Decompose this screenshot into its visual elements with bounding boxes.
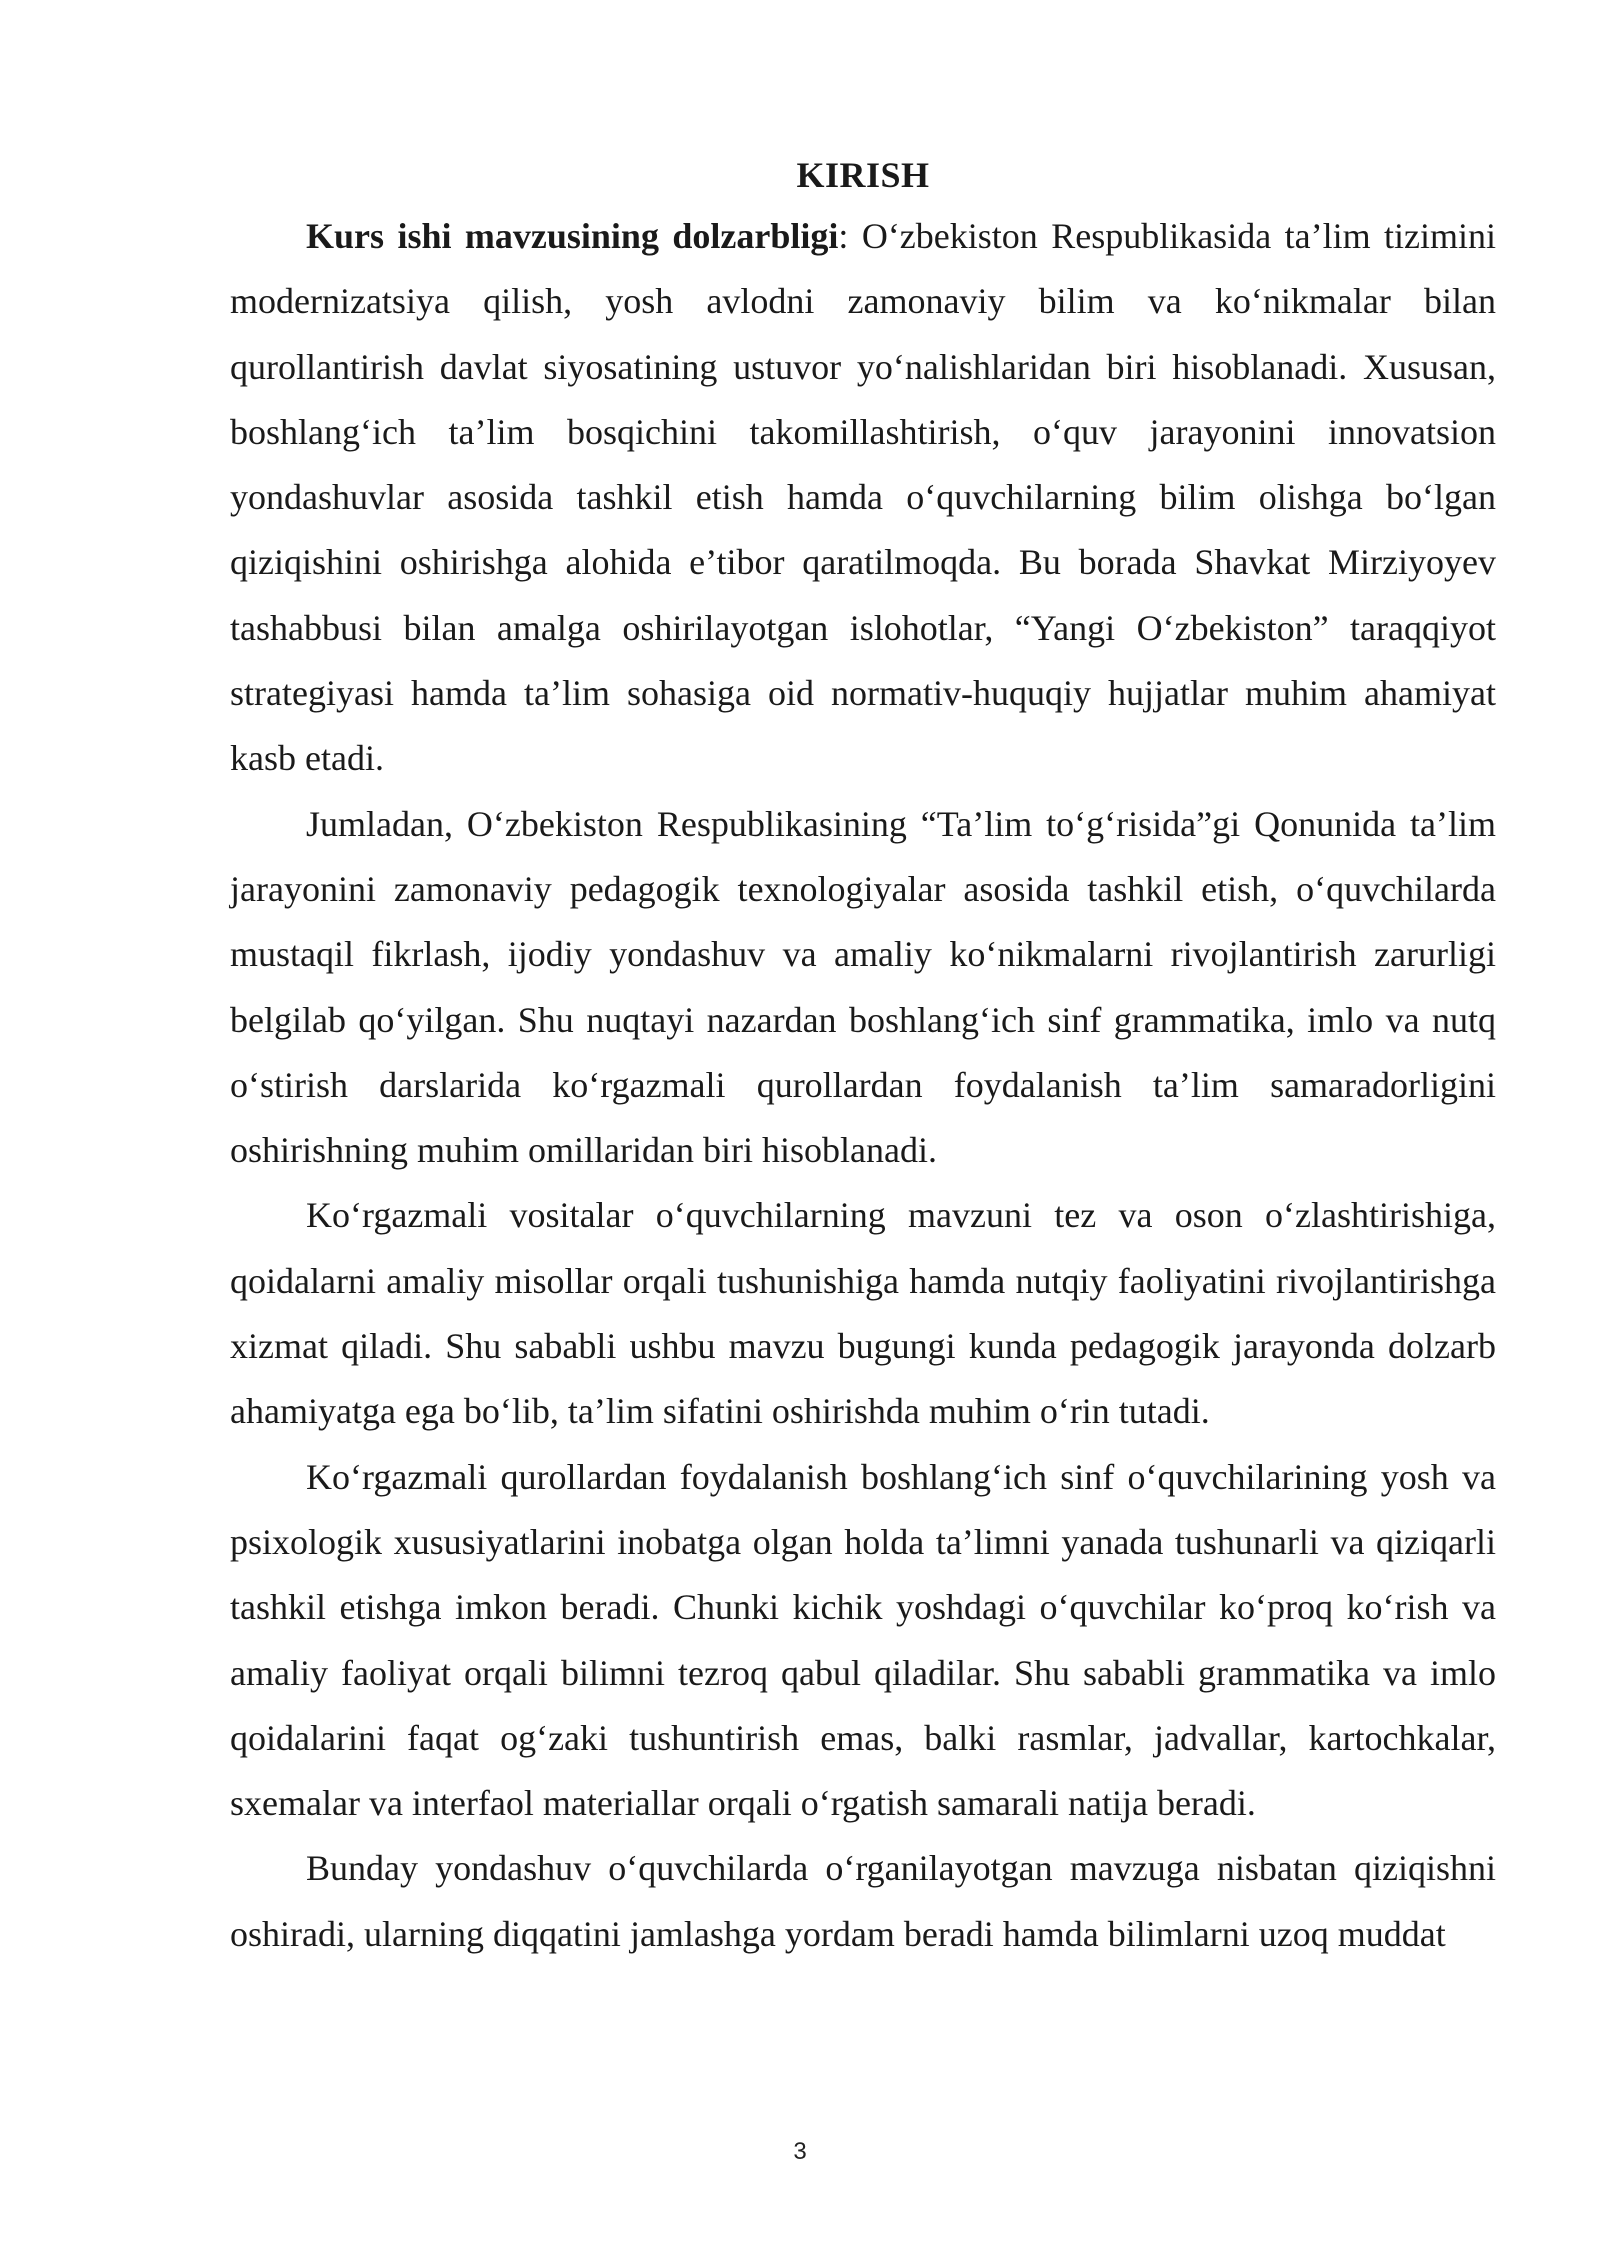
paragraph-text: Bunday yondashuv o‘quvchilarda o‘rganilayotgan mavzuga nisbatan qiziqishni oshiradi, ularning diqqatini jamlashga yordam beradi hamda bilimlarni uzoq muddat [230,1848,1496,1954]
paragraph-5 [230,1836,1496,1967]
paragraph-text: Ko‘rgazmali vositalar o‘quvchilarning mavzuni tez va oson o‘zlashtirishiga, qoidalarni amaliy misollar orqali tushunishiga hamda nutqiy faoliyatini rivojlantirishga xizmat qiladi. Shu sababli ushbu mavzu bugungi kunda pedagogik jarayonda dolzarb ahamiyatga ega bo‘lib, ta’lim sifatini oshirishda muhim o‘rin tutadi. [230,1195,1496,1432]
page-number: 3 [793,2138,807,2165]
paragraph-4 [230,1445,1496,1837]
paragraph-3 [230,1183,1496,1444]
paragraph-text: Ko‘rgazmali qurollardan foydalanish boshlang‘ich sinf o‘quvchilarining yosh va psixologik xususiyatlarini inobatga olgan holda ta’limni yanada tushunarli va qiziqarli tashkil etishga imkon beradi. Chunki kichik yoshdagi o‘quvchilar ko‘proq ko‘rish va amaliy faoliyat orqali bilimni tezroq qabul qiladilar. Shu sababli grammatika va imlo qoidalarini faqat og‘zaki tushuntirish emas, balki rasmlar, jadvallar, kartochkalar, sxemalar va interfaol materiallar orqali o‘rgatish samarali natija beradi. [230,1456,1496,1824]
paragraph-1 [230,204,1496,792]
paragraph-lead-bold: Kurs ishi mavzusining dolzarbligi [306,216,839,256]
document-page [230,146,1496,1967]
section-heading: KIRISH [796,155,930,195]
paragraph-text: Jumladan, O‘zbekiston Respublikasining “Ta’lim to‘g‘risida”gi Qonunida ta’lim jarayonini zamonaviy pedagogik texnologiyalar asosida tashkil etish, o‘quvchilarda mustaqil fikrlash, ijodiy yondashuv va amaliy ko‘nikmalarni rivojlantirish zarurligi belgilab qo‘yilgan. Shu nuqtayi nazardan boshlang‘ich sinf grammatika, imlo va nutq o‘stirish darslarida ko‘rgazmali qurollardan foydalanish ta’lim samaradorligini oshirishning muhim omillaridan biri hisoblanadi. [230,803,1496,1171]
paragraph-2 [230,792,1496,1184]
paragraph-text: : O‘zbekiston Respublikasida ta’lim tizimini modernizatsiya qilish, yosh avlodni zamonaviy bilim va ko‘nikmalar bilan qurollantirish davlat siyosatining ustuvor yo‘nalishlaridan biri hisoblanadi. Xususan, boshlang‘ich ta’lim bosqichini takomillashtirish, o‘quv jarayonini innovatsion yondashuvlar asosida tashkil etish hamda o‘quvchilarning bilim olishga bo‘lgan qiziqishini oshirishga alohida e’tibor qaratilmoqda. Bu borada Shavkat Mirziyoyev tashabbusi bilan amalga oshirilayotgan islohotlar, “Yangi O‘zbekiston” taraqqiyot strategiyasi hamda ta’lim sohasiga oid normativ-huquqiy hujjatlar muhim ahamiyat kasb etadi. [230,216,1496,779]
